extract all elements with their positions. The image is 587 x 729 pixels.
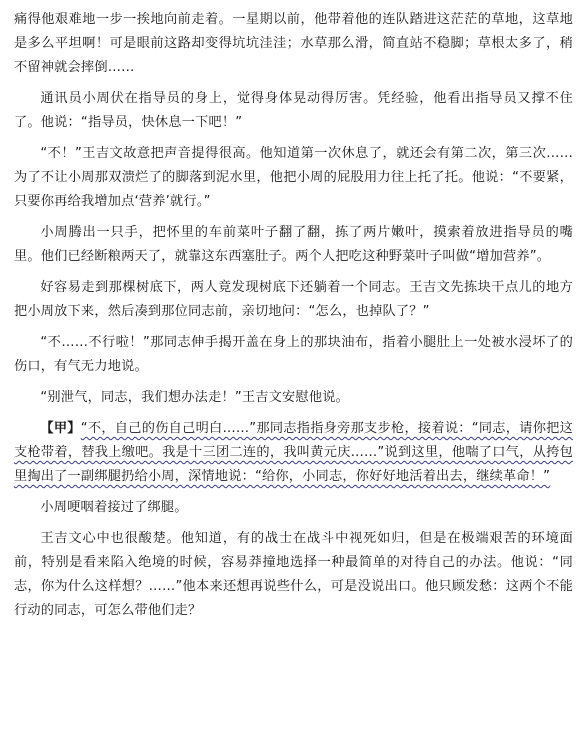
passage-marker-jia: 【甲】: [40, 421, 81, 436]
paragraph-3: “不！”王吉文故意把声音提得很高。他知道第一次休息了，就还会有第二次，第三次……为了不让小周那双溃烂了的脚落到泥水里，他把小周的屁股用力往上托了托。他说：“不要紧，只要你再给我增加点‘营养’就行。”: [14, 146, 573, 209]
paragraph-1: 痛得他艰难地一步一挨地向前走着。一星期以前，他带着他的连队踏进这茫茫的草地，这草地是多么平坦啊！可是眼前这路却变得坑坑洼洼；水草那么滑，简直站不稳脚；草根太多了，稍不留神就会摔倒……: [14, 12, 573, 75]
paragraph-5: 好容易走到那棵树底下，两人竟发现树底下还躺着一个同志。王吉文先拣块干点儿的地方把小周放下来，然后凑到那位同志前，亲切地问：“怎么，也掉队了？”: [14, 280, 573, 319]
paragraph-6: “不……不行啦！”那同志伸手揭开盖在身上的那块油布，指着小腿肚上一处被水浸坏了的伤口，有气无力地说。: [14, 335, 573, 374]
paragraph-10: 王吉文心中也很酸楚。他知道，有的战士在战斗中视死如归，但是在极端艰苦的环境面前，特别是看来陷入绝境的时候，容易莽撞地选择一种最简单的对待自己的办法。他说：“同志，你为什么这样想？……”他本来还想再说些什么，可是没说出口。他只顾发愁：这两个不能行动的同志，可怎么带他们走？: [14, 531, 573, 618]
paragraph-9: 小周哽咽着接过了绑腿。: [40, 500, 188, 515]
paragraph-2: 通讯员小周伏在指导员的身上，觉得身体晃动得厉害。凭经验，他看出指导员又撑不住了。他说：“指导员，快休息一下吧！”: [14, 91, 573, 130]
wavy-underlined-passage: “不，自己的伤自己明白……”那同志指指身旁那支步枪，接着说：“同志，请你把这支枪带着，替我上缴吧。我是十三团二连的，我叫黄元庆……”说到这里，他喘了口气，从挎包里掏出了一副绑腿扔给小周，深情地说：“给你，小同志，你好好地活着出去，继续革命！”: [14, 421, 573, 484]
paragraph-7: “别泄气，同志，我们想办法走！”王吉文安慰他说。: [40, 390, 349, 405]
paragraph-8-marked: [14, 417, 573, 489]
paragraph-4: 小周腾出一只手，把怀里的车前菜叶子翻了翻，拣了两片嫩叶，摸索着放进指导员的嘴里。他们已经断粮两天了，就靠这东西塞肚子。两个人把吃这种野菜叶子叫做“增加营养”。: [14, 225, 573, 264]
